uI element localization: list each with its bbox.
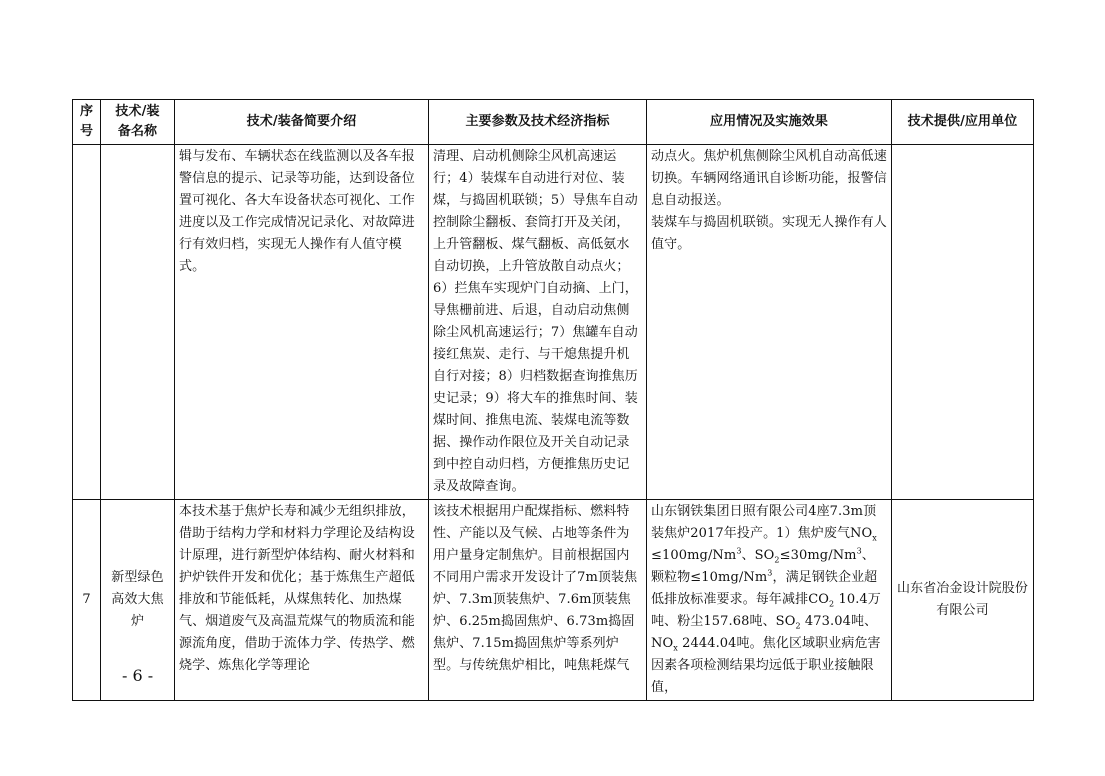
header-application: 应用情况及实施效果 [647, 100, 892, 145]
header-seq: 序 号 [73, 100, 101, 145]
header-provider: 技术提供/应用单位 [892, 100, 1034, 145]
cell-application: 山东钢铁集团日照有限公司4座7.3m顶装焦炉2017年投产。1）焦炉废气$NO_x\le 100mg/Nm^3$、$SO_2\le 30mg/Nm^3$、颗粒物$\le 10mg/Nm^3$，满足钢铁企业超低排放标准要求。每年减排$CO_2$ 10.4万吨、粉尘157.68吨、$SO_2$ 473.04吨、$NO_x$ 2444.04吨。焦化区域职业病危害因素各项检测结果均远低于职业接触限值， [647, 500, 892, 701]
technology-table [72, 99, 1034, 701]
cell-seq: 7 [73, 500, 101, 701]
cell-application: 动点火。焦炉机焦侧除尘风机自动高低速切换。车辆网络通讯自诊断功能，报警信息自动报送。 装煤车与捣固机联锁。实现无人操作有人值守。 [647, 145, 892, 500]
header-params: 主要参数及技术经济指标 [429, 100, 647, 145]
table-row [73, 500, 1034, 701]
cell-name: 新型绿色高效大焦炉 [101, 500, 175, 701]
header-intro: 技术/装备简要介绍 [175, 100, 429, 145]
cell-params: 该技术根据用户配煤指标、燃料特性、产能以及气候、占地等条件为用户量身定制焦炉。目前根据国内不同用户需求开发设计了7m顶装焦炉、7.3m顶装焦炉、7.6m顶装焦炉、6.25m捣固焦炉、6.73m捣固焦炉、7.15m捣固焦炉等系列炉型。与传统焦炉相比，吨焦耗煤气 [429, 500, 647, 701]
cell-provider [892, 145, 1034, 500]
page-number: - 6 - [122, 666, 154, 685]
table-header-row [73, 100, 1034, 145]
cell-name [101, 145, 175, 500]
cell-params: 清理、启动机侧除尘风机高速运行；4）装煤车自动进行对位、装煤，与捣固机联锁；5）导焦车自动控制除尘翻板、套筒打开及关闭，上升管翻板、煤气翻板、高低氨水自动切换，上升管放散自动点火；6）拦焦车实现炉门自动摘、上门，导焦栅前进、后退，自动启动焦侧除尘风机高速运行；7）焦罐车自动接红焦炭、走行、与干熄焦提升机自行对接；8）归档数据查询推焦历史记录；9）将大车的推焦时间、装煤时间、推焦电流、装煤电流等数据、操作动作限位及开关自动记录到中控自动归档，方便推焦历史记录及故障查询。 [429, 145, 647, 500]
table-row [73, 145, 1034, 500]
cell-seq [73, 145, 101, 500]
header-name: 技术/装 备名称 [101, 100, 175, 145]
cell-intro: 本技术基于焦炉长寿和减少无组织排放，借助于结构力学和材料力学理论及结构设计原理，进行新型炉体结构、耐火材料和护炉铁件开发和优化；基于炼焦生产超低排放和节能低耗，从煤焦转化、加热煤气、烟道废气及高温荒煤气的物质流和能源流角度，借助于流体力学、传热学、燃烧学、炼焦化学等理论 [175, 500, 429, 701]
cell-provider: 山东省冶金设计院股份有限公司 [892, 500, 1034, 701]
cell-intro: 辑与发布、车辆状态在线监测以及各车报警信息的提示、记录等功能，达到设备位置可视化、各大车设备状态可视化、工作进度以及工作完成情况记录化、对故障进行有效归档，实现无人操作有人值守模式。 [175, 145, 429, 500]
